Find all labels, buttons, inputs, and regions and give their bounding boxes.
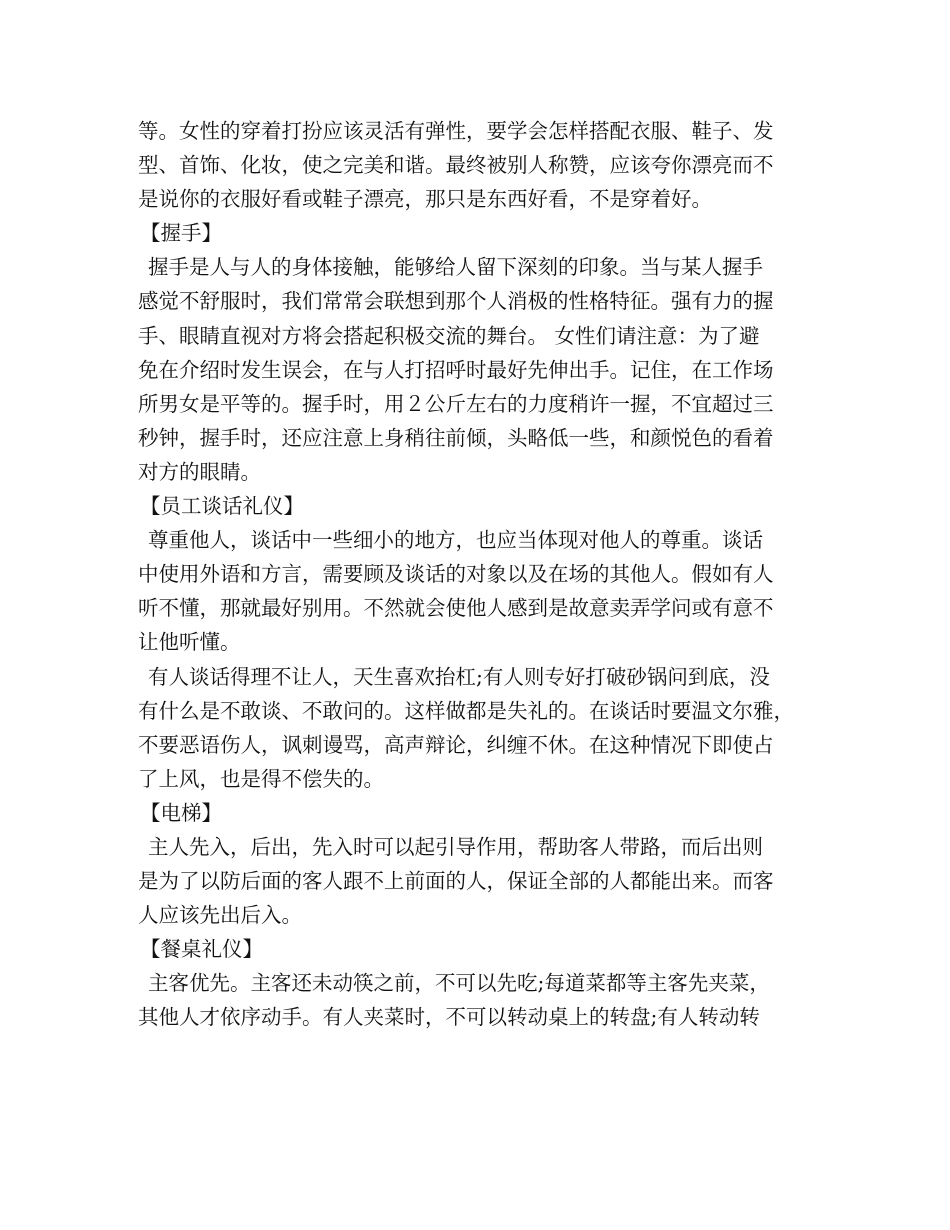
paragraph-line: 有人谈话得理不让人，天生喜欢抬杠;有人则专好打破砂锅问到底，没 — [148, 664, 770, 689]
paragraph-line: 型、首饰、化妆，使之完美和谐。最终被别人称赞，应该夸你漂亮而不 — [138, 153, 774, 178]
paragraph-line: 握手是人与人的身体接触，能够给人留下深刻的印象。当与某人握手 — [148, 255, 763, 280]
paragraph-line: 不要恶语伤人，讽刺谩骂，高声辩论，纠缠不休。在这种情况下即使占 — [138, 732, 774, 757]
paragraph-line: 人应该先出后入。 — [138, 903, 302, 928]
section-heading-dining: 【餐桌礼仪】 — [140, 937, 263, 962]
paragraph-line: 了上风，也是得不偿失的。 — [138, 766, 384, 791]
paragraph-line: 等。女性的穿着打扮应该灵活有弹性，要学会怎样搭配衣服、鞋子、发 — [138, 119, 774, 143]
paragraph-line: 主人先入，后出，先入时可以起引导作用，帮助客人带路，而后出则 — [148, 834, 763, 859]
paragraph-line: 秒钟，握手时，还应注意上身稍往前倾，头略低一些，和颜悦色的看着 — [138, 425, 774, 450]
section-heading-handshake: 【握手】 — [140, 221, 222, 246]
paragraph-line: 其他人才依序动手。有人夹菜时，不可以转动桌上的转盘;有人转动转 — [138, 1005, 760, 1030]
paragraph-line: 免在介绍时发生误会，在与人打招呼时最好先伸出手。记住，在工作场 — [138, 357, 774, 382]
paragraph-line: 中使用外语和方言，需要顾及谈话的对象以及在场的其他人。假如有人 — [138, 562, 774, 587]
paragraph-line: 听不懂，那就最好别用。不然就会使他人感到是故意卖弄学问或有意不 — [138, 596, 774, 621]
document-page — [138, 114, 818, 1035]
section-heading-conversation: 【员工谈话礼仪】 — [140, 494, 304, 519]
paragraph-line: 让他听懂。 — [138, 630, 241, 655]
paragraph-line: 主客优先。主客还未动筷之前，不可以先吃;每道菜都等主客先夹菜， — [148, 971, 770, 996]
paragraph-line: 所男女是平等的。握手时，用２公斤左右的力度稍许一握，不宜超过三 — [138, 391, 774, 416]
paragraph-line: 是为了以防后面的客人跟不上前面的人，保证全部的人都能出来。而客 — [138, 869, 774, 894]
paragraph-line: 感觉不舒服时，我们常常会联想到那个人消极的性格特征。强有力的握 — [138, 289, 774, 314]
paragraph-line: 对方的眼睛。 — [138, 459, 261, 484]
section-heading-elevator: 【电梯】 — [140, 800, 222, 825]
paragraph-line: 手、眼睛直视对方将会搭起积极交流的舞台。 女性们请注意：为了避 — [138, 323, 760, 348]
paragraph-line: 尊重他人，谈话中一些细小的地方，也应当体现对他人的尊重。谈话 — [148, 528, 763, 553]
paragraph-line: 有什么是不敢谈、不敢问的。这样做都是失礼的。在谈话时要温文尔雅， — [138, 698, 794, 723]
paragraph-line: 是说你的衣服好看或鞋子漂亮，那只是东西好看，不是穿着好。 — [138, 187, 712, 212]
